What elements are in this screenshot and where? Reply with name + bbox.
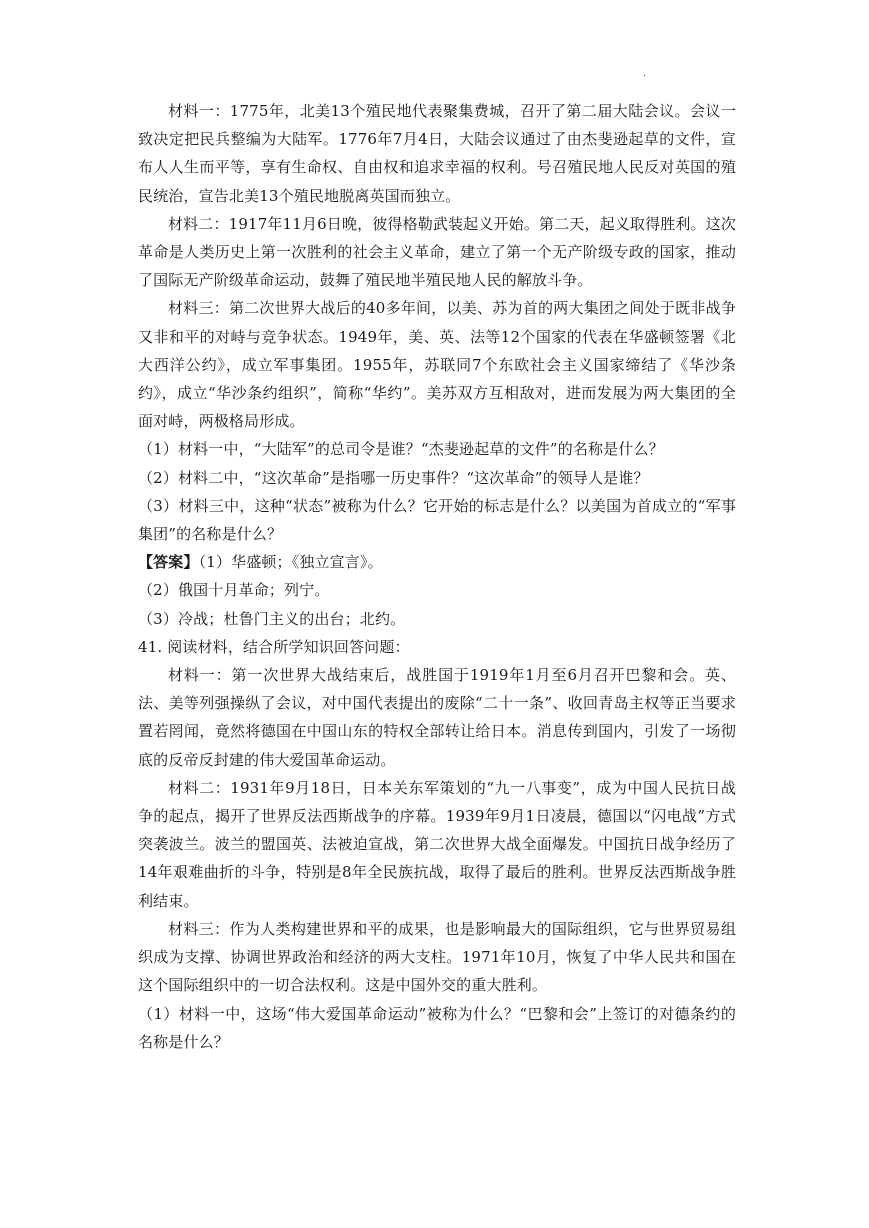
- document-body: [138, 97, 736, 1056]
- section2-material1: 材料一：第一次世界大战结束后，战胜国于1919年1月至6月召开巴黎和会。英、法、美等列强操纵了会议，对中国代表提出的废除“二十一条”、收回青岛主权等正当要求置若罔闻，竟然将德国在中国山东的特权全部转让给日本。消息传到国内，引发了一场彻底的反帝反封建的伟大爱国革命运动。: [138, 666, 736, 769]
- section2-question1: （1）材料一中，这场“伟大爱国革命运动”被称为什么？“巴黎和会”上签订的对德条约的名称是什么？: [138, 1004, 736, 1051]
- question41-heading: 41. 阅读材料，结合所学知识回答问题：: [138, 637, 410, 656]
- section1-material3: 材料三：第二次世界大战后的40多年间，以美、苏为首的两大集团之间处于既非战争又非和平的对峙与竞争状态。1949年，美、英、法等12个国家的代表在华盛顿签署《北大西洋公约》，成立军事集团。1955年，苏联同7个东欧社会主义国家缔结了《华沙条约》，成立“华沙条约组织”，简称“华约”。美苏双方互相敌对，进而发展为两大集团的全面对峙，两极格局形成。: [138, 299, 736, 431]
- section1-question2: （2）材料二中，“这次革命”是指哪一历史事件？“这次革命”的领导人是谁？: [138, 468, 649, 487]
- section2-material3: 材料三：作为人类构建世界和平的成果，也是影响最大的国际组织，它与世界贸易组织成为支撑、协调世界政治和经济的两大支柱。1971年10月，恢复了中华人民共和国在这个国际组织中的一切合法权利。这是中国外交的重大胜利。: [138, 919, 736, 995]
- section1-question1: （1）材料一中，“大陆军”的总司令是谁？“杰斐逊起草的文件”的名称是什么？: [138, 440, 664, 459]
- section1-material1: 材料一：1775年，北美13个殖民地代表聚集费城，召开了第二届大陆会议。会议一致决定把民兵整编为大陆军。1776年7月4日，大陆会议通过了由杰斐逊起草的文件，宣布人人生而平等，享有生命权、自由权和追求幸福的权利。号召殖民地人民反对英国的殖民统治，宣告北美13个殖民地脱离英国而独立。: [138, 102, 736, 205]
- answer-line1: [138, 548, 736, 576]
- answer2: （2）俄国十月革命；列宁。: [138, 581, 330, 600]
- page-marker: ·: [643, 71, 647, 82]
- section2-material2: 材料二：1931年9月18日，日本关东军策划的“九一八事变”，成为中国人民抗日战争的起点，揭开了世界反法西斯战争的序幕。1939年9月1日凌晨，德国以“闪电战”方式突袭波兰。波兰的盟国英、法被迫宣战，第二次世界大战全面爆发。中国抗日战争经历了14年艰难曲折的斗争，特别是8年全民族抗战，取得了最后的胜利。世界反法西斯战争胜利结束。: [138, 778, 736, 910]
- section1-material2: 材料二：1917年11月6日晚，彼得格勒武装起义开始。第二天，起义取得胜利。这次革命是人类历史上第一次胜利的社会主义革命，建立了第一个无产阶级专政的国家，推动了国际无产阶级革命运动，鼓舞了殖民地半殖民地人民的解放斗争。: [138, 214, 736, 290]
- answer-tag: 【答案】: [138, 553, 199, 572]
- section1-question3: （3）材料三中，这种“状态”被称为什么？它开始的标志是什么？以美国为首成立的“军事集团”的名称是什么？: [138, 496, 736, 544]
- answer1: （1）华盛顿；《独立宣言》。: [198, 553, 383, 572]
- answer3: （3）冷战；杜鲁门主义的出台；北约。: [138, 609, 406, 628]
